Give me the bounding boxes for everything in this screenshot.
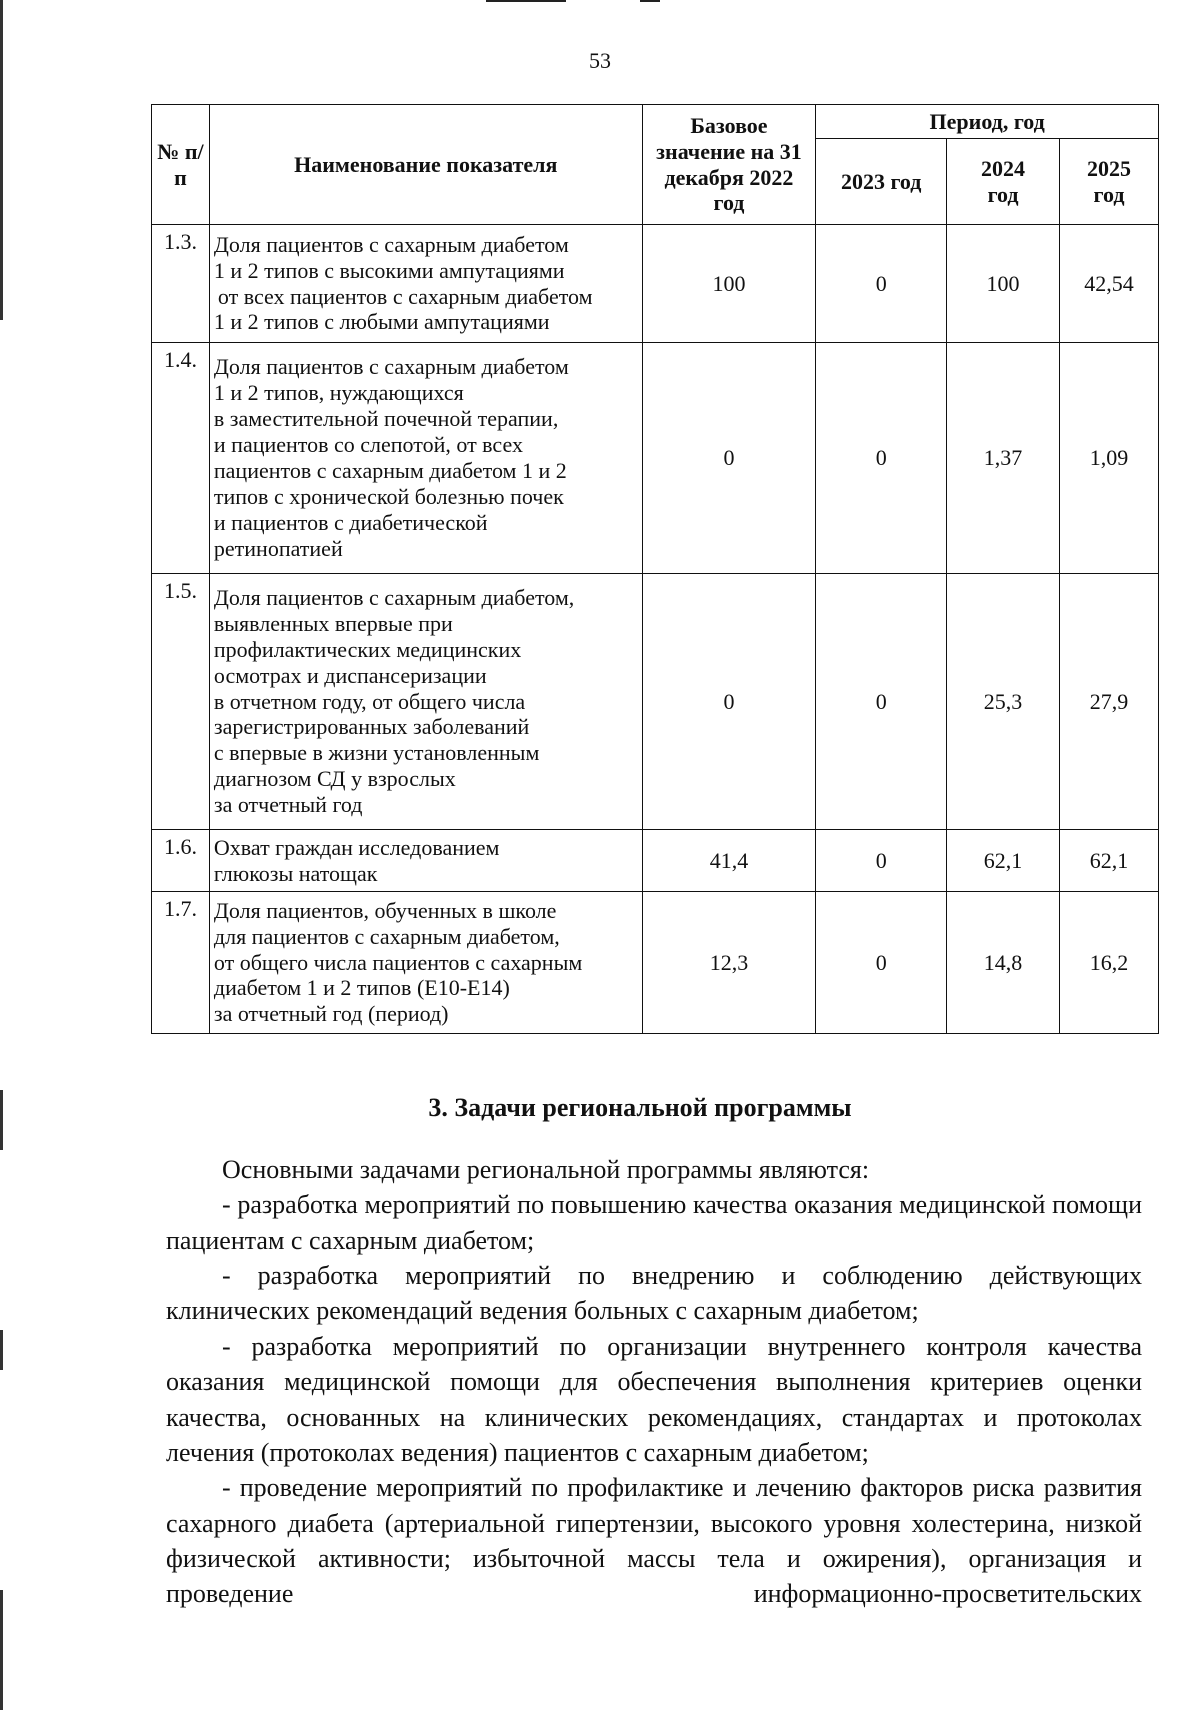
header-year-2025: 2025 год bbox=[1059, 139, 1158, 225]
indicator-name-line: за отчетный год bbox=[213, 792, 363, 818]
indicator-name-line: 1 и 2 типов с высокими ампутациями bbox=[213, 257, 565, 283]
base-value: 41,4 bbox=[642, 830, 816, 892]
value-2023: 0 bbox=[816, 830, 947, 892]
value-2025: 27,9 bbox=[1059, 574, 1158, 830]
value-2024: 1,37 bbox=[947, 343, 1060, 574]
indicator-name bbox=[209, 892, 642, 1034]
indicators-table bbox=[151, 104, 1159, 1034]
indicator-name-line: глюкозы натощак bbox=[213, 860, 378, 886]
base-value: 100 bbox=[642, 225, 816, 343]
base-value: 12,3 bbox=[642, 892, 816, 1034]
table-row bbox=[152, 225, 1159, 343]
header-period: Период, год bbox=[816, 105, 1159, 139]
value-2025: 42,54 bbox=[1059, 225, 1158, 343]
indicator-name-line: для пациентов с сахарным диабетом, bbox=[213, 923, 560, 949]
header-number: № п/п bbox=[152, 105, 210, 225]
indicator-name-line: осмотрах и диспансеризации bbox=[213, 662, 487, 688]
indicator-name-line: от всех пациентов с сахарным диабетом bbox=[217, 283, 593, 309]
section-title: 3. Задачи региональной программы bbox=[428, 1093, 852, 1122]
table-row bbox=[152, 343, 1159, 574]
indicator-name-line: Охват граждан исследованием bbox=[213, 834, 500, 860]
indicator-name-line: и пациентов со слепотой, от всех bbox=[213, 432, 523, 458]
indicator-name-line: с впервые в жизни установленным bbox=[213, 740, 540, 766]
indicator-name-line: ретинопатией bbox=[213, 535, 343, 561]
indicator-name-line: типов с хронической болезнью почек bbox=[213, 483, 564, 509]
indicator-name-line: диагнозом СД у взрослых bbox=[213, 766, 456, 792]
indicator-name-line: в заместительной почечной терапии, bbox=[213, 406, 559, 432]
indicator-name bbox=[209, 830, 642, 892]
margin-mark bbox=[0, 1590, 3, 1710]
value-2024: 14,8 bbox=[947, 892, 1060, 1034]
value-2024: 100 bbox=[947, 225, 1060, 343]
indicator-name-line: зарегистрированных заболеваний bbox=[213, 714, 530, 740]
indicator-name-line: 1 и 2 типов, нуждающихся bbox=[213, 380, 464, 406]
value-2025: 62,1 bbox=[1059, 830, 1158, 892]
base-value: 0 bbox=[642, 574, 816, 830]
base-value: 0 bbox=[642, 343, 816, 574]
row-number: 1.7. bbox=[152, 892, 210, 1034]
scan-edge-mark bbox=[640, 0, 660, 2]
indicator-name-line: Доля пациентов, обученных в школе bbox=[213, 897, 557, 923]
row-number: 1.3. bbox=[152, 225, 210, 343]
indicator-name-line: 1 и 2 типов с любыми ампутациями bbox=[213, 309, 550, 335]
paragraph: - разработка мероприятий по повышению качества оказания медицинской помощи пациентам с сахарным диабетом; bbox=[166, 1190, 1142, 1255]
indicator-name-line: за отчетный год (период) bbox=[213, 1001, 449, 1027]
indicator-name-line: профилактических медицинских bbox=[213, 636, 522, 662]
row-number: 1.4. bbox=[152, 343, 210, 574]
scan-edge-mark bbox=[486, 0, 566, 2]
paragraph: - разработка мероприятий по организации внутреннего контроля качества оказания медицинской помощи для обеспечения выполнения критериев оценки качества, основанных на клинических рекомендациях, стандартах и протоколах лечения (протоколах ведения) пациентов с сахарным диабетом; bbox=[166, 1331, 1142, 1467]
row-number: 1.5. bbox=[152, 574, 210, 830]
indicator-name-line: Доля пациентов с сахарным диабетом bbox=[213, 354, 569, 380]
indicator-name-line: Доля пациентов с сахарным диабетом, bbox=[213, 584, 575, 610]
paragraph: Основными задачами региональной программы являются: bbox=[222, 1155, 870, 1184]
indicator-name-line: от общего числа пациентов с сахарным bbox=[213, 949, 583, 975]
value-2023: 0 bbox=[816, 225, 947, 343]
header-year-2024: 2024 год bbox=[947, 139, 1060, 225]
value-2023: 0 bbox=[816, 892, 947, 1034]
indicator-name-line: в отчетном году, от общего числа bbox=[213, 688, 526, 714]
row-number: 1.6. bbox=[152, 830, 210, 892]
indicator-name-line: пациентов с сахарным диабетом 1 и 2 bbox=[213, 458, 567, 483]
header-year-2023: 2023 год bbox=[816, 139, 947, 225]
header-indicator-name: Наименование показателя bbox=[209, 105, 642, 225]
indicator-name bbox=[209, 225, 642, 343]
indicator-name-line: и пациентов с диабетической bbox=[213, 509, 488, 535]
paragraph: - проведение мероприятий по профилактике и лечению факторов риска развития сахарного диабета (артериальной гипертензии, высокого уровня холестерина, низкой физической активности; избыточной массы тела и ожирения), организация и проведение информационно-просветительских bbox=[166, 1473, 1142, 1609]
page-number: 53 bbox=[589, 48, 611, 73]
value-2025: 1,09 bbox=[1059, 343, 1158, 574]
indicator-name-line: Доля пациентов с сахарным диабетом bbox=[213, 231, 569, 257]
value-2023: 0 bbox=[816, 574, 947, 830]
indicator-name-line: выявленных впервые при bbox=[213, 610, 453, 636]
value-2024: 25,3 bbox=[947, 574, 1060, 830]
value-2024: 62,1 bbox=[947, 830, 1060, 892]
table-row bbox=[152, 574, 1159, 830]
value-2025: 16,2 bbox=[1059, 892, 1158, 1034]
indicator-name bbox=[209, 574, 642, 830]
section-body bbox=[166, 1152, 1142, 1612]
header-base-value: Базовое значение на 31 декабря 2022 год bbox=[642, 105, 816, 225]
margin-mark bbox=[0, 1330, 3, 1370]
indicator-name-line: диабетом 1 и 2 типов (Е10-Е14) bbox=[213, 975, 510, 1001]
indicator-name bbox=[209, 343, 642, 574]
table-row bbox=[152, 830, 1159, 892]
table-row bbox=[152, 892, 1159, 1034]
value-2023: 0 bbox=[816, 343, 947, 574]
paragraph: - разработка мероприятий по внедрению и соблюдению действующих клинических рекомендаций ведения больных с сахарным диабетом; bbox=[166, 1261, 1142, 1326]
